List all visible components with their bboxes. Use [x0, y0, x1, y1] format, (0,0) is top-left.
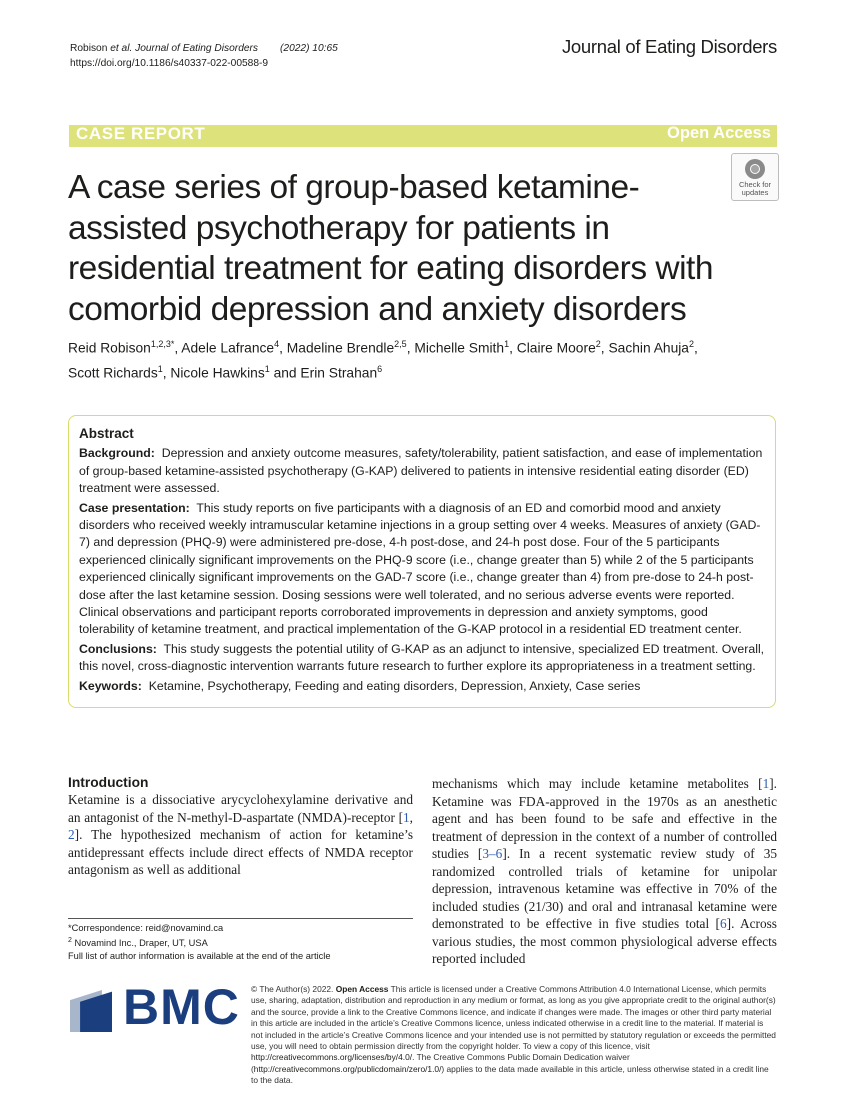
- check-for-updates-line2: updates: [741, 188, 769, 197]
- author-separator: ,: [406, 340, 415, 356]
- abstract-keywords: [79, 678, 765, 695]
- citation-link[interactable]: 1: [403, 809, 410, 825]
- author-name[interactable]: Nicole Hawkins: [170, 365, 265, 381]
- author-name[interactable]: Scott Richards: [68, 365, 158, 381]
- author-affiliation: 6: [377, 363, 383, 374]
- author-affiliation: 2: [688, 339, 694, 349]
- footnote-divider: [68, 918, 413, 919]
- license-link[interactable]: http://creativecommons.org/licenses/by/4.0/: [251, 1052, 413, 1063]
- open-access-label: Open Access: [667, 124, 771, 142]
- abstract-heading: Abstract: [79, 426, 134, 441]
- journal-name: Journal of Eating Disorders: [561, 36, 777, 57]
- author-list: [68, 334, 768, 383]
- article-type-label: CASE REPORT: [76, 124, 206, 143]
- body-left-column: [68, 774, 413, 879]
- citation-link[interactable]: 3–6: [482, 846, 503, 861]
- author-affiliation: 1: [157, 363, 163, 374]
- affiliation-number: 2: [68, 936, 72, 944]
- case-label: Case presentation:: [79, 500, 190, 515]
- intro-text: ]. The hypothesized mechanism of action for ketamine’s antidepressant effects include direct effects of NMDA receptor antagonism as well as additional: [68, 827, 413, 877]
- affiliation-note: [68, 935, 413, 950]
- author-affiliation: 4: [274, 339, 280, 349]
- author-separator: ,: [279, 340, 287, 356]
- keywords-label: Keywords:: [79, 678, 142, 693]
- intro-text: Ketamine is a dissociative arycyclohexylamine derivative and an antagonist of the N-methyl-D-aspartate (NMDA)-receptor [: [68, 792, 413, 825]
- author-separator: ,: [509, 340, 517, 356]
- author-name[interactable]: Adele Lafrance: [181, 340, 275, 356]
- check-for-updates-icon: [745, 159, 765, 179]
- footnotes: [68, 922, 413, 962]
- background-label: Background:: [79, 446, 155, 461]
- abstract-case-presentation: [79, 500, 765, 639]
- author-affiliation: 1,2,3*: [150, 339, 175, 349]
- check-for-updates-button[interactable]: [731, 153, 779, 201]
- correspondence-note: *Correspondence: reid@novamind.ca: [68, 923, 224, 933]
- article-title: A case series of group-based ketamine-assisted psychotherapy for patients in residential treatment for eating disorders with comorbid depression and anxiety disorders: [68, 169, 713, 328]
- running-header: [70, 41, 338, 71]
- license-text: This article is licensed under a Creative Commons Attribution 4.0 International License, which permits use, sharing, adaptation, distribution and reproduction in any medium or format, as long as you give appropriate credit to the original author(s) and the source, provide a link to the Creative Commons licence, and indicate if changes were made. The images or other third party material in this article are included in the article’s Creative Commons licence, unless indicated otherwise in a credit line to the material. If material is not included in the article’s Creative Commons licence and your intended use is not permitted by statutory regulation or exceeds the permitted use, you will need to obtain permission directly from the copyright holder. To view a copy of this licence, visit: [251, 984, 776, 1052]
- license-link[interactable]: http://creativecommons.org/publicdomain/zero/1.0/: [253, 1063, 442, 1074]
- check-for-updates-line1: Check for: [738, 180, 772, 189]
- license-open-access: Open Access: [335, 984, 389, 994]
- license-statement: [251, 984, 777, 1087]
- affiliation-text: Novamind Inc., Draper, UT, USA: [71, 937, 208, 948]
- background-text: Depression and anxiety outcome measures, safety/tolerability, patient satisfaction, and ease of implementation of group-based ketamine-assisted psychotherapy (G-KAP) delivered to patients in intensive residential eating disorder (ED) treatment were assessed.: [79, 446, 763, 496]
- author-name[interactable]: Reid Robison: [68, 340, 151, 356]
- license-text: ) applies to the data made available in this article, unless otherwise stated in a credit line to the data.: [251, 1063, 769, 1086]
- author-name[interactable]: Erin Strahan: [300, 365, 378, 381]
- license-copyright: © The Author(s) 2022.: [251, 984, 336, 994]
- author-separator: and: [269, 365, 301, 381]
- author-name[interactable]: Michelle Smith: [414, 340, 505, 356]
- author-separator: ,: [162, 365, 171, 381]
- body-right-column: [432, 775, 777, 968]
- citation-separator: ,: [409, 809, 413, 825]
- author-name[interactable]: Sachin Ahuja: [608, 340, 689, 356]
- citation-link[interactable]: 1: [762, 776, 770, 791]
- author-affiliation: 2,5: [394, 339, 407, 349]
- author-affiliation: 1: [264, 363, 270, 374]
- header-journal-short: et al. Journal of Eating Disorders: [110, 43, 259, 54]
- publisher-logo-text: BMC: [123, 979, 240, 1035]
- abstract-background: [79, 445, 765, 497]
- author-separator: ,: [174, 340, 182, 356]
- citation-link[interactable]: 2: [68, 827, 75, 842]
- header-author: Robison: [70, 43, 111, 54]
- citation-link[interactable]: 6: [719, 916, 727, 931]
- author-name[interactable]: Claire Moore: [516, 340, 596, 356]
- abstract-conclusions: [79, 641, 765, 676]
- intro-text: ]. Ketamine was FDA-approved in the 1970s as an anesthetic agent and has been found to be safe and effective in the treatment of depression in the context of a number of controlled studies [: [432, 776, 777, 861]
- doi-link[interactable]: https://doi.org/10.1186/s40337-022-00588-9: [70, 58, 269, 69]
- case-text: This study reports on five participants with a diagnosis of an ED and comorbid mood and anxiety disorders who received weekly intramuscular ketamine injections in a group setting over 4 weeks. Measures of anxiety (GAD-7) and depression (PHQ-9) were administered pre-dose, 4-h post-dose, and 24-h post dose. Four of the 5 participants experienced clinically significant improvements on the PHQ-9 score (i.e., change greater than 5) while 2 of the 5 participants experienced clinically significant improvements on the GAD-7 score (i.e., change greater than 4) from pre-dose to 24-h post-dose after the last ketamine session. Dosing sessions were well tolerated, and no serious adverse events were reported. Clinical observations and participant reports corroborated improvements in depression and anxiety symptoms, good tolerability of ketamine treatment, and practical implementation of the G-KAP protocol in a residential ED treatment center.: [79, 500, 761, 637]
- author-separator: ,: [694, 340, 698, 356]
- license-text: . The Creative Commons Public Domain Dedication waiver (: [251, 1052, 630, 1074]
- author-info-note: Full list of author information is available at the end of the article: [68, 950, 331, 961]
- intro-text: ]. In a recent systematic review study of 35 randomized controlled trials of ketamine for unipolar depression, intravenous ketamine was effective in 70% of the included studies (21/30) and oral and intranasal ketamine were demonstrated to be effective in five studies total [: [432, 846, 777, 931]
- conclusions-text: This study suggests the potential utility of G-KAP as an adjunct to intensive, specialized ED treatment. Overall, this novel, cross-diagnostic intervention warrants future research to further explore its appropriateness in a treatment setting.: [79, 641, 765, 674]
- author-name[interactable]: Madeline Brendle: [286, 340, 395, 356]
- introduction-heading: Introduction: [68, 775, 149, 790]
- intro-text: mechanisms which may include ketamine metabolites [: [432, 776, 763, 791]
- conclusions-label: Conclusions:: [79, 641, 157, 656]
- header-year-volume: (2022) 10:65: [280, 43, 338, 54]
- author-separator: ,: [600, 340, 609, 356]
- keywords-text: Ketamine, Psychotherapy, Feeding and eating disorders, Depression, Anxiety, Case series: [148, 678, 641, 693]
- author-affiliation: 1: [504, 339, 510, 349]
- author-affiliation: 2: [595, 339, 601, 349]
- bmc-logo-icon: [70, 990, 112, 1032]
- intro-text: ]. Across various studies, the most common physiological adverse effects reported included: [432, 916, 777, 966]
- abstract-box: [68, 415, 776, 708]
